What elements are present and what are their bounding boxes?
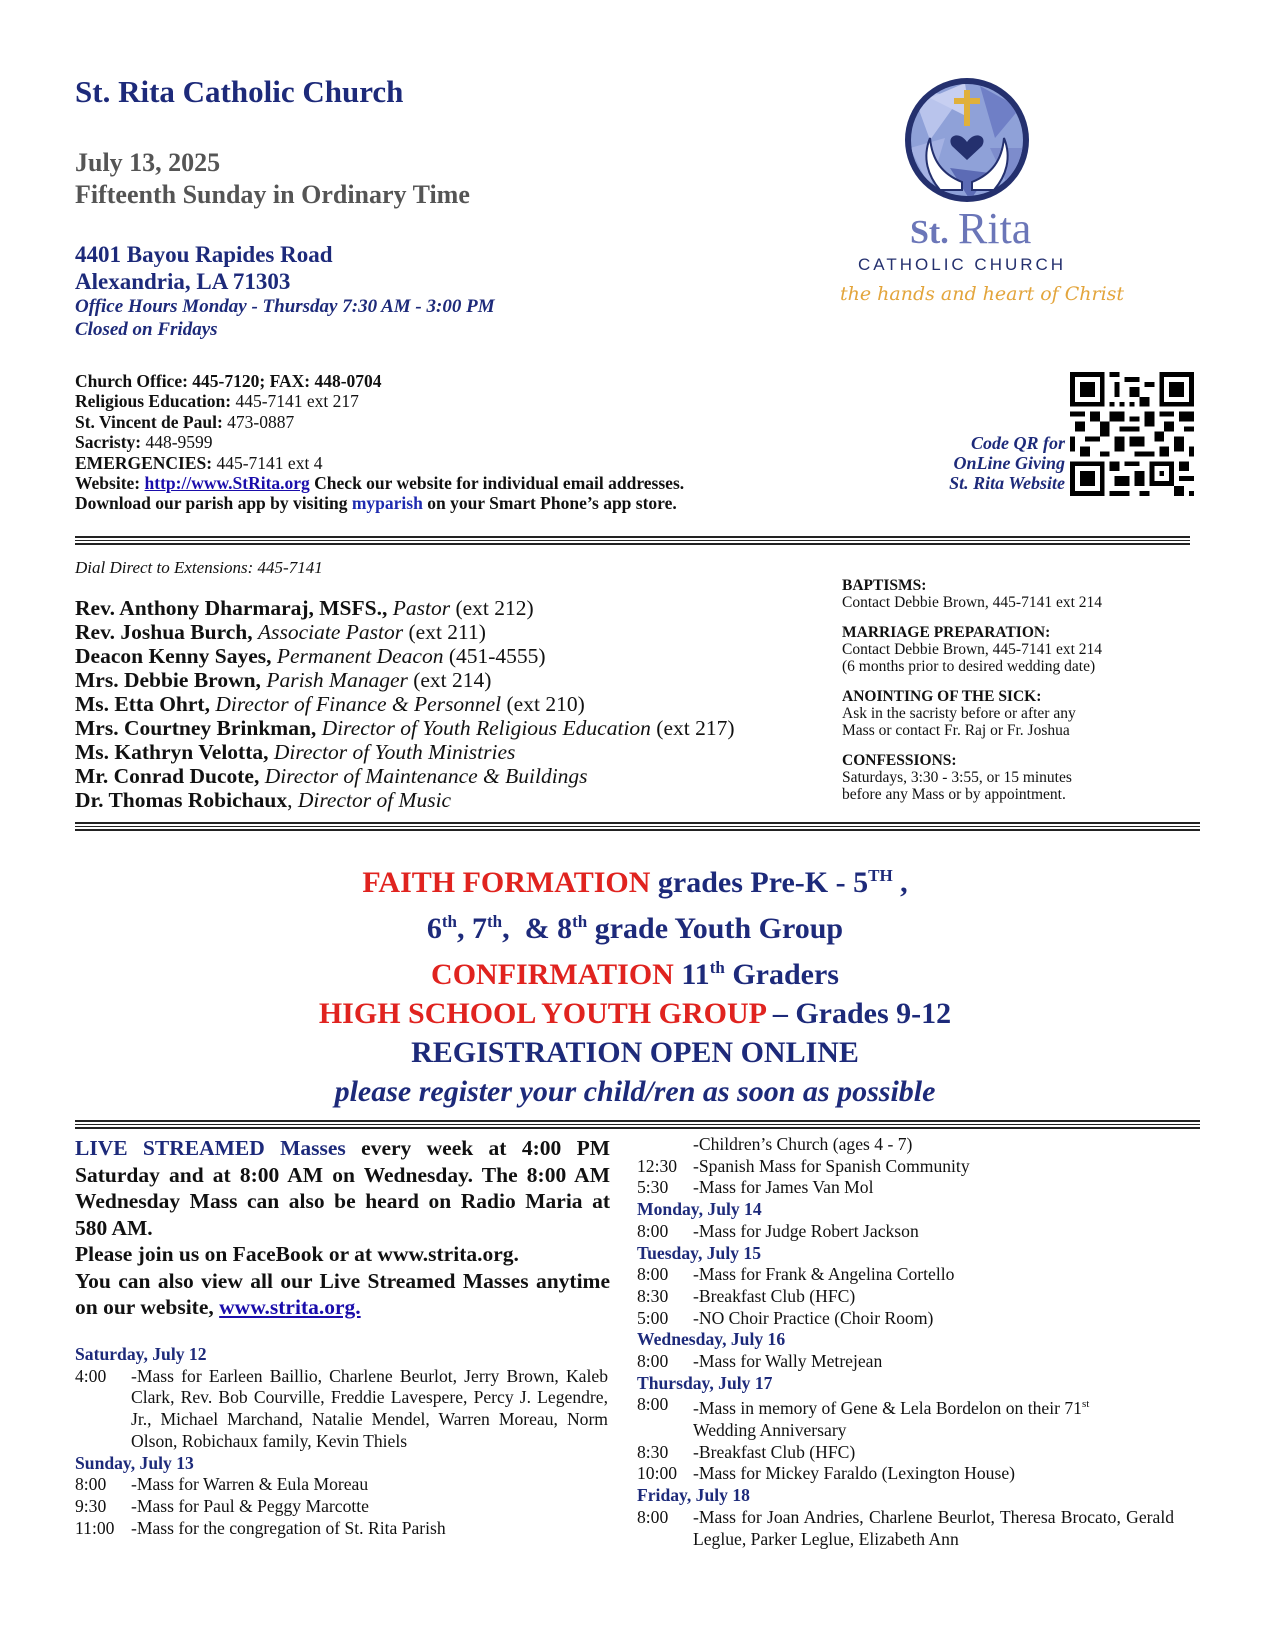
confessions-text-2: before any Mass or by appointment. <box>842 786 1066 803</box>
office-hours-block <box>75 295 495 341</box>
schedule-row: 5:30 -Mass for James Van Mol <box>637 1177 874 1198</box>
staff-item: Mrs. Debbie Brown, Parish Manager (ext 214) <box>75 668 492 692</box>
emergencies-number: 445-7141 ext 4 <box>216 452 323 473</box>
qr-caption-line2: OnLine Giving <box>953 453 1065 473</box>
church-office-number: 445-7120; FAX: 448-0704 <box>192 371 382 391</box>
address-line2: Alexandria, LA 71303 <box>75 269 291 294</box>
religious-ed-number: 445-7141 ext 217 <box>235 391 359 412</box>
baptisms-text: Contact Debbie Brown, 445-7141 ext 214 <box>842 594 1103 611</box>
logo-emblem-icon <box>840 78 1190 330</box>
anointing-text: Ask in the sacristy before or after any <box>842 705 1076 722</box>
registration-open: REGISTRATION OPEN ONLINE <box>411 1036 859 1069</box>
anointing-text-2: Mass or contact Fr. Raj or Fr. Joshua <box>842 722 1070 739</box>
schedule-row: 8:30 -Breakfast Club (HFC) <box>637 1441 856 1462</box>
schedule-row: 5:00 -NO Choir Practice (Choir Room) <box>637 1307 934 1328</box>
livestream-info: LIVE STREAMED Masses every week at 4:00 PM Saturday and at 8:00 AM on Wednesday. The 8:00 AM Wednesday Mass can also be heard on Radio Maria at 580 AM. Please join us on FaceBook or at www.strita.org. You can also view all our Live Streamed Masses anytime on our website, www.strita.org. <box>75 1136 610 1319</box>
marriage-note: (6 months prior to desired wedding date) <box>842 658 1096 675</box>
day-heading: Saturday, July 12 <box>75 1344 207 1364</box>
website-link[interactable]: http://www.StRita.org <box>144 473 310 494</box>
staff-item: Mr. Conrad Ducote, Director of Maintenance & Buildings <box>75 764 588 788</box>
qr-caption-line3: St. Rita Website <box>949 473 1065 493</box>
divider <box>75 1120 1200 1129</box>
sacraments-info <box>842 577 1202 816</box>
staff-item: Mrs. Courtney Brinkman, Director of Youth Religious Education (ext 217) <box>75 716 735 740</box>
schedule-row: 8:00 -Mass for Wally Metrejean <box>637 1351 883 1372</box>
mass-schedule-left <box>75 1344 608 1539</box>
staff-item: Ms. Etta Ohrt, Director of Finance & Personnel (ext 210) <box>75 692 585 716</box>
day-heading: Tuesday, July 15 <box>637 1242 762 1263</box>
staff-item: Rev. Anthony Dharmaraj, MSFS., Pastor (ext 212) <box>75 596 534 620</box>
staff-item: Dr. Thomas Robichaux, Director of Music <box>75 788 452 812</box>
divider <box>75 536 1190 545</box>
confessions-heading: CONFESSIONS: <box>842 752 957 769</box>
schedule-row: -Children’s Church (ages 4 - 7) <box>693 1134 913 1154</box>
sacristy-number: 448-9599 <box>145 432 213 453</box>
schedule-row: 8:00 -Mass in memory of Gene & Lela Bordelon on their 71st Wedding Anniversary <box>637 1394 1090 1440</box>
day-heading: Thursday, July 17 <box>637 1372 773 1393</box>
bulletin-date: July 13, 2025 <box>75 148 221 177</box>
qr-code-icon[interactable] <box>1070 372 1194 496</box>
schedule-row: 8:00 -Mass for Warren & Eula Moreau <box>75 1474 369 1495</box>
mass-schedule-right <box>637 1134 1174 1550</box>
app-name-link[interactable]: myparish <box>351 493 423 514</box>
day-heading: Monday, July 14 <box>637 1199 762 1220</box>
office-hours: Office Hours Monday - Thursday 7:30 AM - 3:00 PM <box>75 296 495 317</box>
liturgical-day: Fifteenth Sunday in Ordinary Time <box>75 180 470 209</box>
schedule-row: 8:30 -Breakfast Club (HFC) <box>637 1285 856 1306</box>
church-logo <box>840 78 1190 330</box>
logo-subtitle: CATHOLIC CHURCH <box>858 255 1067 274</box>
livestream-website-link[interactable]: www.strita.org. <box>219 1295 361 1319</box>
logo-tagline: the hands and heart of Christ <box>840 283 1125 305</box>
page-title: St. Rita Catholic Church <box>75 74 404 109</box>
schedule-row: 12:30 -Spanish Mass for Spanish Community <box>637 1155 970 1176</box>
svdp-label: St. Vincent de Paul: <box>75 411 223 432</box>
schedule-row: 9:30 -Mass for Paul & Peggy Marcotte <box>75 1495 369 1516</box>
day-heading: Sunday, July 13 <box>75 1452 194 1473</box>
logo-rita: Rita <box>958 204 1032 253</box>
schedule-row: 8:00 -Mass for Judge Robert Jackson <box>637 1220 919 1241</box>
logo-st: St. <box>910 214 949 251</box>
app-suffix: on your Smart Phone’s app store. <box>427 493 677 514</box>
staff-item: Ms. Kathryn Velotta, Director of Youth Ministries <box>75 740 516 764</box>
website-label: Website: <box>75 473 141 494</box>
closed-notice: Closed on Fridays <box>75 319 218 340</box>
address-block <box>75 241 333 295</box>
dial-direct-note: Dial Direct to Extensions: 445-7141 <box>75 558 323 577</box>
sacristy-label: Sacristy: <box>75 432 142 453</box>
schedule-row: 10:00 -Mass for Mickey Faraldo (Lexington House) <box>637 1463 1015 1484</box>
address-line1: 4401 Bayou Rapides Road <box>75 242 333 267</box>
marriage-text: Contact Debbie Brown, 445-7141 ext 214 <box>842 641 1103 658</box>
marriage-heading: MARRIAGE PREPARATION: <box>842 624 1051 641</box>
registration-note: please register your child/ren as soon as possible <box>334 1075 936 1108</box>
staff-list <box>75 596 735 812</box>
schedule-row: 8:00 -Mass for Joan Andries, Charlene Beurlot, Theresa Brocato, Gerald Leglue, Parker Leglue, Elizabeth Ann <box>637 1506 1174 1549</box>
church-office-label: Church Office: <box>75 371 188 391</box>
day-heading: Friday, July 18 <box>637 1485 750 1506</box>
emergencies-label: EMERGENCIES: <box>75 452 213 473</box>
date-block <box>75 147 470 211</box>
app-prefix: Download our parish app by visiting <box>75 493 348 514</box>
qr-caption-line1: Code QR for <box>971 433 1065 453</box>
livestream-title: LIVE STREAMED Masses <box>75 1136 346 1160</box>
confessions-text: Saturdays, 3:30 - 3:55, or 15 minutes <box>842 769 1072 786</box>
divider <box>75 822 1200 831</box>
day-heading: Wednesday, July 16 <box>637 1329 786 1350</box>
contact-block <box>75 371 684 514</box>
staff-item: Rev. Joshua Burch, Associate Pastor (ext 211) <box>75 620 486 644</box>
qr-caption <box>905 433 1065 493</box>
anointing-heading: ANOINTING OF THE SICK: <box>842 688 1042 705</box>
registration-promo: FAITH FORMATION grades Pre-K - 5TH , 6th, 7th, & 8th grade Youth Group CONFIRMATION 11th Graders HIGH SCHOOL YOUTH GROUP – Grades 9-12 REGISTRATION OPEN ONLINE please register your child/ren as soon as possible <box>60 856 1210 1111</box>
svdp-number: 473-0887 <box>227 411 295 432</box>
schedule-row: 11:00 -Mass for the congregation of St. Rita Parish <box>75 1517 446 1538</box>
religious-ed-label: Religious Education: <box>75 391 232 412</box>
baptisms-heading: BAPTISMS: <box>842 577 927 594</box>
staff-item: Deacon Kenny Sayes, Permanent Deacon (451-4555) <box>75 644 546 668</box>
schedule-row: 4:00 -Mass for Earleen Baillio, Charlene Beurlot, Jerry Brown, Kaleb Clark, Rev. Bob Courville, Freddie Lavespere, Percy J. Legendre, Jr., Michael Marchand, Natalie Mendel, Warren Moreau, Norm Olson, Robichaux family, Kevin Thiels <box>75 1365 608 1451</box>
schedule-row: 8:00 -Mass for Frank & Angelina Cortello <box>637 1264 955 1285</box>
website-note: Check our website for individual email addresses. <box>314 473 685 494</box>
